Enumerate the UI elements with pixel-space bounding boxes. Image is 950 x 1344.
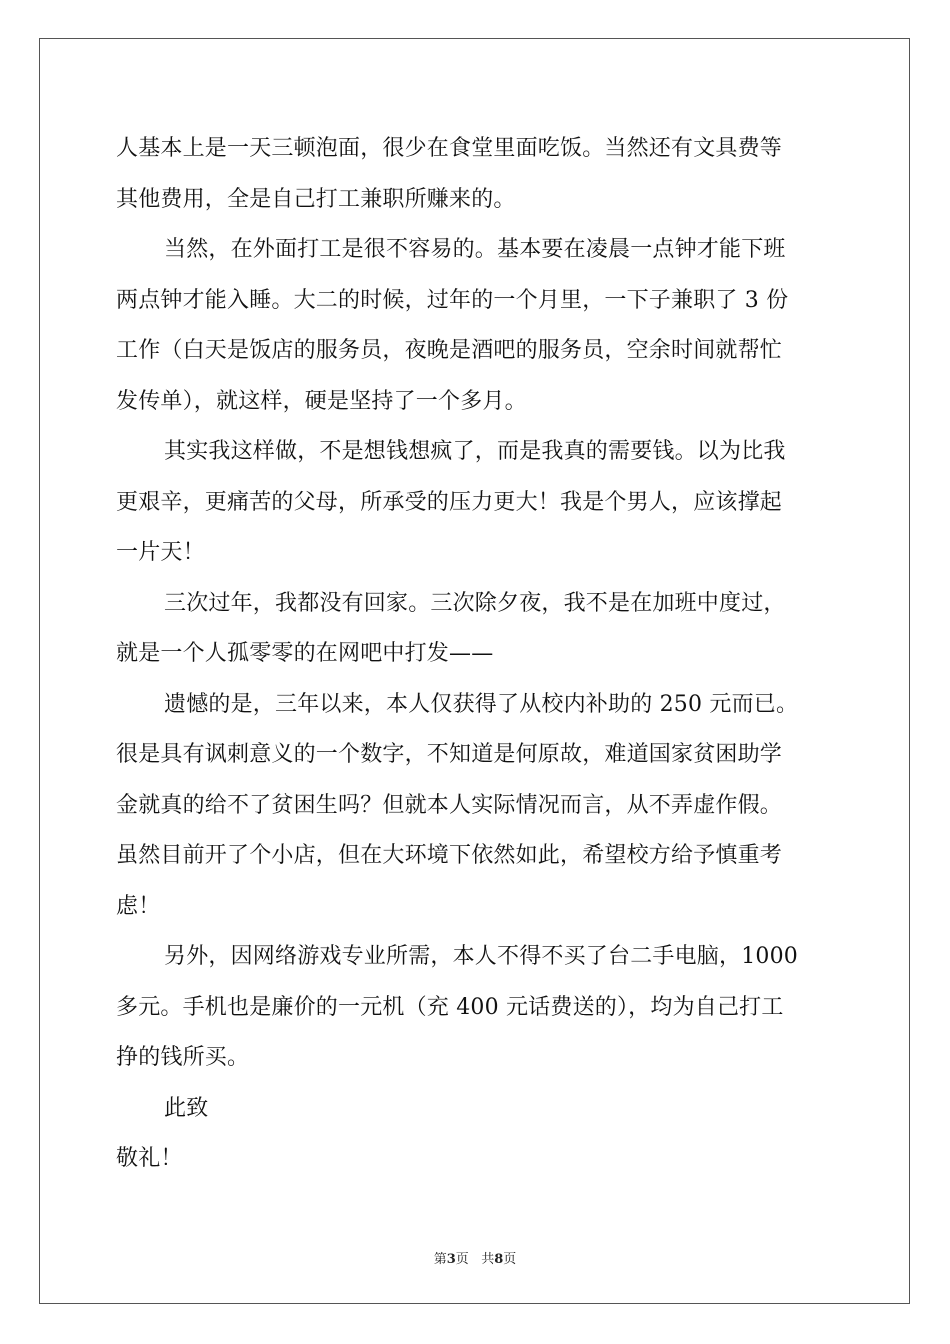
page-total: 8 <box>494 1252 504 1267</box>
text-line: 更艰辛，更痛苦的父母，所承受的压力更大！我是个男人，应该撑起 <box>116 489 783 515</box>
text-line: 挣的钱所买。 <box>116 1045 250 1070</box>
page-current: 3 <box>446 1252 456 1267</box>
text-line: 当然，在外面打工是很不容易的。基本要在凌晨一点钟才能下班 <box>164 237 786 262</box>
text-line: 就是一个人孤零零的在网吧中打发—— <box>116 641 494 666</box>
text-line: 人基本上是一天三顿泡面，很少在食堂里面吃饭。当然还有文具费等 <box>116 136 783 161</box>
closing-salutation: 此致 <box>164 1095 209 1121</box>
page-suffix: 页 <box>455 1252 469 1267</box>
text-line: 其他费用，全是自己打工兼职所赚来的。 <box>116 186 516 212</box>
text-line: 遗憾的是，三年以来，本人仅获得了从校内补助的 250 元而已。 <box>164 691 799 717</box>
text-line: 其实我这样做，不是想钱想疯了，而是我真的需要钱。以为比我 <box>164 439 786 464</box>
document-body <box>116 124 836 1185</box>
text-line: 发传单），就这样，硬是坚持了一个多月。 <box>116 388 527 414</box>
text-line: 工作（白天是饭店的服务员，夜晚是酒吧的服务员，空余时间就帮忙 <box>116 338 783 363</box>
total-suffix: 页 <box>503 1252 517 1267</box>
closing-regards: 敬礼！ <box>116 1146 183 1171</box>
text-line: 两点钟才能入睡。大二的时候，过年的一个月里，一下子兼职了 3 份 <box>116 287 789 313</box>
text-line: 虑！ <box>116 893 161 919</box>
total-prefix: 共 <box>481 1252 495 1267</box>
text-line: 一片天！ <box>116 540 205 565</box>
text-line: 很是具有讽刺意义的一个数字，不知道是何原故，难道国家贫困助学 <box>116 742 783 767</box>
page-prefix: 第 <box>433 1252 447 1267</box>
text-line: 虽然目前开了个小店，但在大环境下依然如此，希望校方给予慎重考 <box>116 843 783 868</box>
text-line: 三次过年，我都没有回家。三次除夕夜，我不是在加班中度过， <box>164 590 786 616</box>
text-line: 金就真的给不了贫困生吗？但就本人实际情况而言，从不弄虚作假。 <box>116 792 783 818</box>
page-footer <box>0 1248 950 1267</box>
text-line: 另外，因网络游戏专业所需，本人不得不买了台二手电脑，1000 <box>164 944 798 969</box>
text-line: 多元。手机也是廉价的一元机（充 400 元话费送的），均为自己打工 <box>116 994 784 1020</box>
